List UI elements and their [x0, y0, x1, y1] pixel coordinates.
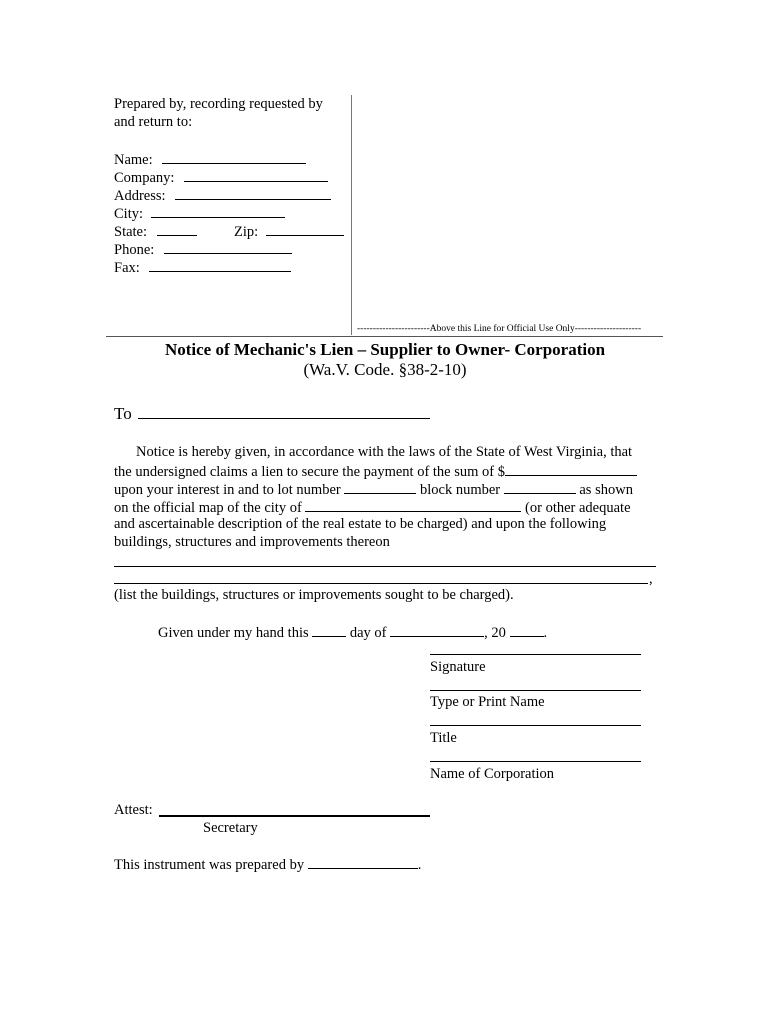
title-blank[interactable] — [430, 725, 641, 726]
secretary-label: Secretary — [203, 820, 258, 836]
zip-blank[interactable] — [266, 221, 344, 236]
official-use-line: -----------------------Above this Line for Official Use Only--------------------- — [357, 324, 642, 334]
corporation-label: Name of Corporation — [430, 766, 555, 782]
to-label: To — [114, 404, 132, 423]
code-citation: (Wa.V. Code. §38-2-10) — [303, 360, 467, 379]
block-text: block number — [419, 482, 501, 498]
attest-blank[interactable] — [159, 815, 430, 817]
address-blank[interactable] — [175, 185, 331, 200]
day-of-text: day of — [349, 625, 387, 641]
city-label: City: — [114, 206, 144, 222]
address-field[interactable] — [114, 185, 331, 205]
header-vertical-divider — [351, 95, 352, 335]
given-text: Given under my hand this — [158, 625, 309, 641]
header-horizontal-divider — [106, 336, 663, 337]
sum-blank[interactable] — [505, 461, 637, 476]
state-field[interactable] — [114, 221, 197, 241]
attest-label: Attest: — [114, 802, 153, 818]
body-line-1: Notice is hereby given, in accordance with the laws of the State of West Virginia, that — [136, 444, 633, 460]
prepared-by-line1: Prepared by, recording requested by — [114, 96, 323, 112]
to-blank[interactable] — [138, 402, 430, 419]
prepared-by-line2: and return to: — [114, 114, 193, 130]
day-blank[interactable] — [312, 622, 346, 637]
signature-label: Signature — [430, 659, 486, 675]
to-field[interactable] — [114, 402, 430, 424]
name-blank[interactable] — [162, 149, 306, 164]
as-shown-text: as shown — [579, 482, 633, 498]
fax-label: Fax: — [114, 260, 140, 276]
lot-text: upon your interest in and to lot number — [114, 482, 341, 498]
improvements-blank-1[interactable] — [114, 566, 656, 567]
prepared-by-period: . — [417, 857, 422, 873]
signature-blank[interactable] — [430, 654, 641, 655]
name-field[interactable] — [114, 149, 306, 169]
body-line-4 — [114, 497, 631, 517]
zip-label: Zip: — [234, 224, 259, 240]
document-title: Notice of Mechanic's Lien – Supplier to Owner- Corporation — [164, 340, 606, 359]
month-blank[interactable] — [390, 622, 484, 637]
company-label: Company: — [114, 170, 175, 186]
year-prefix-text: , 20 — [484, 625, 506, 641]
improvements-blank-2[interactable] — [114, 583, 648, 584]
print-name-blank[interactable] — [430, 690, 641, 691]
city-map-text: on the official map of the city of — [114, 500, 302, 516]
address-label: Address: — [114, 188, 166, 204]
fax-blank[interactable] — [149, 257, 291, 272]
body-line-3 — [114, 479, 633, 499]
title-label: Title — [430, 730, 457, 746]
improvements-comma: , — [649, 571, 653, 587]
body-line-2 — [114, 461, 637, 481]
phone-field[interactable] — [114, 239, 292, 259]
block-number-blank[interactable] — [504, 479, 576, 494]
phone-blank[interactable] — [164, 239, 292, 254]
city-map-blank[interactable] — [305, 497, 521, 512]
other-description-text: (or other adequate — [525, 500, 631, 516]
city-field[interactable] — [114, 203, 285, 223]
list-note: (list the buildings, structures or improvements sought to be charged). — [114, 587, 514, 603]
state-label: State: — [114, 224, 148, 240]
prepared-by-text: This instrument was prepared by — [114, 857, 305, 873]
company-blank[interactable] — [184, 167, 328, 182]
print-name-label: Type or Print Name — [430, 694, 545, 710]
sum-text: the undersigned claims a lien to secure the payment of the sum of $ — [114, 464, 505, 480]
lot-number-blank[interactable] — [344, 479, 416, 494]
state-blank[interactable] — [157, 221, 197, 236]
prepared-by-blank[interactable] — [308, 854, 418, 869]
zip-field[interactable] — [234, 221, 344, 241]
body-line-6: buildings, structures and improvements thereon — [114, 534, 390, 550]
body-line-5: and ascertainable description of the real estate to be charged) and upon the following — [114, 516, 607, 532]
name-label: Name: — [114, 152, 153, 168]
given-line — [158, 622, 547, 642]
corporation-blank[interactable] — [430, 761, 641, 762]
company-field[interactable] — [114, 167, 328, 187]
city-blank[interactable] — [151, 203, 285, 218]
year-blank[interactable] — [510, 622, 544, 637]
prepared-by-line — [114, 854, 421, 874]
fax-field[interactable] — [114, 257, 291, 277]
given-period: . — [543, 625, 548, 641]
phone-label: Phone: — [114, 242, 155, 258]
